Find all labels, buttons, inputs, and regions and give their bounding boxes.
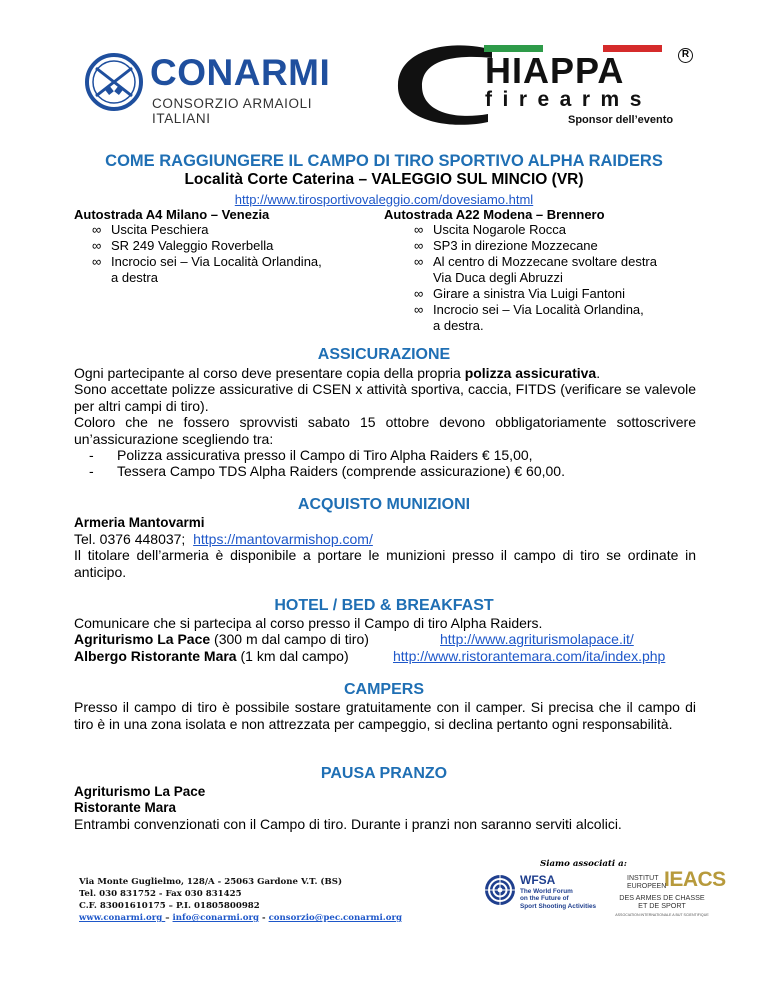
associated-label: Siamo associati a: [540, 859, 627, 869]
chiappa-wordmark: HIAPPA [485, 50, 625, 91]
hotel-entry-1: Agriturismo La Pace (300 m dal campo di tiro) [74, 631, 369, 647]
pranzo-place-1: Agriturismo La Pace [74, 784, 206, 799]
ieacs-institut: INSTITUT [627, 875, 659, 882]
ieacs-line2: ET DE SPORT [638, 901, 686, 910]
campers-text: Presso il campo di tiro è possibile sostare gratuitamente con il camper. Si precisa che il campo di tiro è in una zona isolata e non attrezzata per campeggio, si declina pertanto ogni responsabilità. [74, 699, 696, 732]
directions-left-heading: Autostrada A4 Milano – Venezia [74, 207, 270, 222]
conarmi-subtitle: CONSORZIO ARMAIOLI ITALIANI [152, 96, 313, 126]
footer-web-link[interactable]: www.conarmi.org [79, 913, 166, 923]
wfsa-subtitle: The World Forum on the Future of Sport Shooting Activities [520, 888, 597, 910]
conarmi-crossed-rifles-icon [84, 52, 144, 112]
hotel-intro: Comunicare che si partecipa al corso presso il Campo di tiro Alpha Raiders. [74, 615, 543, 631]
bullet-icon: ∞ [414, 254, 424, 269]
ieacs-wordmark: IEACS [664, 868, 726, 891]
dash-1: - [89, 447, 94, 463]
assicurazione-option-2: Tessera Campo TDS Alpha Raiders (comprende assicurazione) € 60,00. [117, 463, 565, 479]
footer-address [79, 876, 402, 924]
bullet-icon: ∞ [92, 222, 102, 237]
assicurazione-p2: Sono accettate polizze assicurative di CSEN x attività sportiva, caccia, FITDS (verificare se valevole per altri campi di tiro). [74, 381, 696, 414]
page-title: COME RAGGIUNGERE IL CAMPO DI TIRO SPORTIVO ALPHA RAIDERS [105, 152, 663, 170]
sponsor-label: Sponsor dell’evento [568, 114, 674, 126]
pranzo-place-2: Ristorante Mara [74, 800, 177, 815]
footer-links: www.conarmi.org – info@conarmi.org - consorzio@pec.conarmi.org [79, 913, 402, 923]
bullet-icon: ∞ [92, 254, 102, 269]
dash-2: - [89, 463, 94, 479]
ieacs-line1: DES ARMES DE CHASSE [619, 893, 705, 902]
wfsa-title: WFSA [520, 873, 556, 887]
bullet-icon: ∞ [414, 286, 424, 301]
location-title: Località Corte Caterina – VALEGGIO SUL MINCIO (VR) [184, 171, 584, 188]
bullet-icon: ∞ [414, 222, 424, 237]
footer-pec-link[interactable]: consorzio@pec.conarmi.org [268, 913, 402, 923]
assicurazione-p3: Coloro che ne fossero sprovvisti sabato 15 ottobre devono obbligatoriamente sottoscrivere un’assicurazione scegliendo tra: [74, 414, 696, 447]
munizioni-text: Il titolare dell’armeria è disponibile a portare le munizioni presso il campo di tiro se ordinate in anticipo. [74, 547, 696, 580]
footer-cf: C.F. 83001610175 – P.I. 01805800982 [79, 901, 260, 911]
hotel-link-1[interactable]: http://www.agriturismolapace.it/ [440, 631, 634, 647]
ieacs-logo [612, 868, 726, 924]
bullet-icon: ∞ [414, 238, 424, 253]
ieacs-europeen: EUROPEEN [627, 883, 667, 890]
bullet-icon: ∞ [414, 302, 424, 317]
wfsa-target-icon [484, 874, 516, 906]
directions-right-heading: Autostrada A22 Modena – Brennero [384, 207, 605, 222]
shop-name: Armeria Mantovarmi [74, 515, 205, 530]
assicurazione-p1: Ogni partecipante al corso deve presentare copia della propria polizza assicurativa. [74, 365, 601, 381]
wfsa-logo [484, 870, 609, 920]
assicurazione-option-1: Polizza assicurativa presso il Campo di Tiro Alpha Raiders € 15,00, [117, 447, 533, 463]
section-heading-campers: CAMPERS [343, 681, 424, 698]
ieacs-assoc: ASSOCIATION INTERNATIONALE A BUT SCIENTIFIQUE [615, 913, 709, 917]
section-heading-hotel: HOTEL / BED & BREAKFAST [274, 597, 494, 614]
registered-icon: R [678, 48, 693, 63]
section-heading-munizioni: ACQUISTO MUNIZIONI [297, 496, 471, 513]
hotel-link-2[interactable]: http://www.ristorantemara.com/ita/index.php [393, 648, 666, 664]
chiappa-firearms: firearms [485, 88, 652, 111]
conarmi-name: CONARMI [150, 52, 331, 93]
section-heading-assicurazione: ASSICURAZIONE [317, 346, 451, 363]
conarmi-logo [84, 52, 374, 126]
chiappa-c-icon [392, 44, 500, 128]
pranzo-text: Entrambi convenzionati con il Campo di tiro. Durante i pranzi non saranno serviti alcolici. [74, 816, 622, 832]
footer-email-link[interactable]: info@conarmi.org [172, 913, 260, 923]
bullet-icon: ∞ [92, 238, 102, 253]
footer-address-line: Via Monte Guglielmo, 128/A - 25063 Gardone V.T. (BS) [79, 877, 343, 887]
directions-link[interactable]: http://www.tirosportivovaleggio.com/dovesiamo.html [234, 192, 534, 207]
shop-contact: Tel. 0376 448037; https://mantovarmishop.com/ [74, 531, 373, 547]
shop-link[interactable]: https://mantovarmishop.com/ [193, 531, 373, 547]
section-heading-pranzo: PAUSA PRANZO [320, 765, 448, 782]
footer-telfax: Tel. 030 831752 - Fax 030 831425 [79, 889, 242, 899]
hotel-entry-2: Albergo Ristorante Mara (1 km dal campo) [74, 648, 349, 664]
